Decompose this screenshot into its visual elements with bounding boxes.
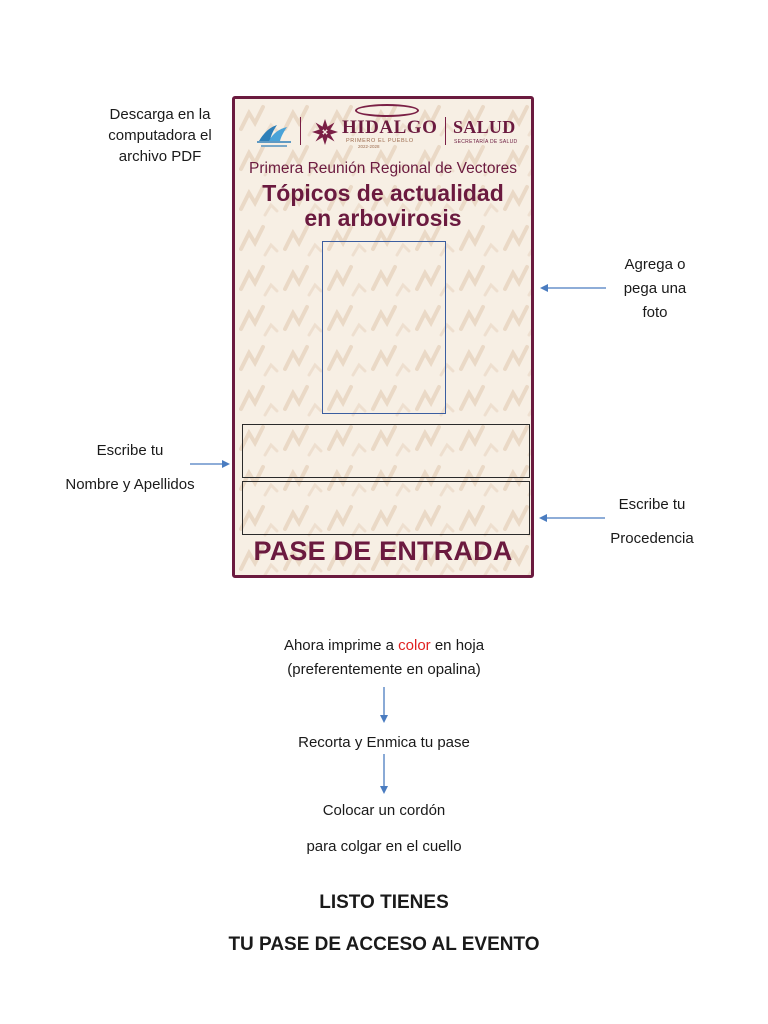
photo-instruction: Agrega o pega una foto [623, 256, 687, 321]
government-logo-icon [255, 119, 295, 149]
cord-instruction: Colocar un cordón para colgar en el cuello [306, 802, 462, 855]
download-instruction: Descarga en la computadora el archivo PDF [108, 106, 212, 165]
hidalgo-tagline: PRIMERO EL PUEBLO [346, 138, 414, 144]
salud-wordmark: SALUD [453, 117, 516, 137]
origin-instruction: Escribe tu Procedencia [610, 496, 694, 547]
entry-pass-badge [232, 96, 534, 578]
logo-bar [245, 113, 527, 149]
pass-label: PASE DE ENTRADA [253, 536, 513, 566]
color-highlight: color [398, 637, 431, 654]
arrow-down-icon [378, 754, 390, 796]
hidalgo-star-icon [311, 118, 339, 146]
name-instruction: Escribe tu Nombre y Apellidos [65, 442, 195, 493]
name-field[interactable] [242, 424, 530, 478]
final-message-line-1: LISTO TIENES [319, 892, 449, 913]
event-title-line-2: en arbovirosis [304, 205, 462, 231]
event-subtitle: Primera Reunión Regional de Vectores [249, 160, 517, 177]
arrow-down-icon [378, 687, 390, 725]
arrow-left-icon [538, 282, 608, 294]
logo-separator [445, 117, 446, 145]
arrow-right-icon [188, 458, 232, 470]
origin-field[interactable] [242, 481, 530, 535]
photo-placeholder[interactable] [322, 241, 446, 414]
logo-separator [300, 117, 301, 145]
arrow-left-icon [537, 512, 607, 524]
final-message-line-2: TU PASE DE ACCESO AL EVENTO [228, 934, 540, 955]
hidalgo-wordmark: HIDALGO [342, 117, 438, 138]
salud-subtitle: SECRETARÍA DE SALUD [454, 139, 518, 145]
print-instruction: Ahora imprime a color en hoja (preferentemente en opalina) [283, 637, 485, 678]
event-title-line-1: Tópicos de actualidad [262, 180, 504, 206]
hidalgo-years: 2022-2028 [358, 144, 380, 149]
cut-instruction: Recorta y Enmica tu pase [298, 734, 470, 751]
